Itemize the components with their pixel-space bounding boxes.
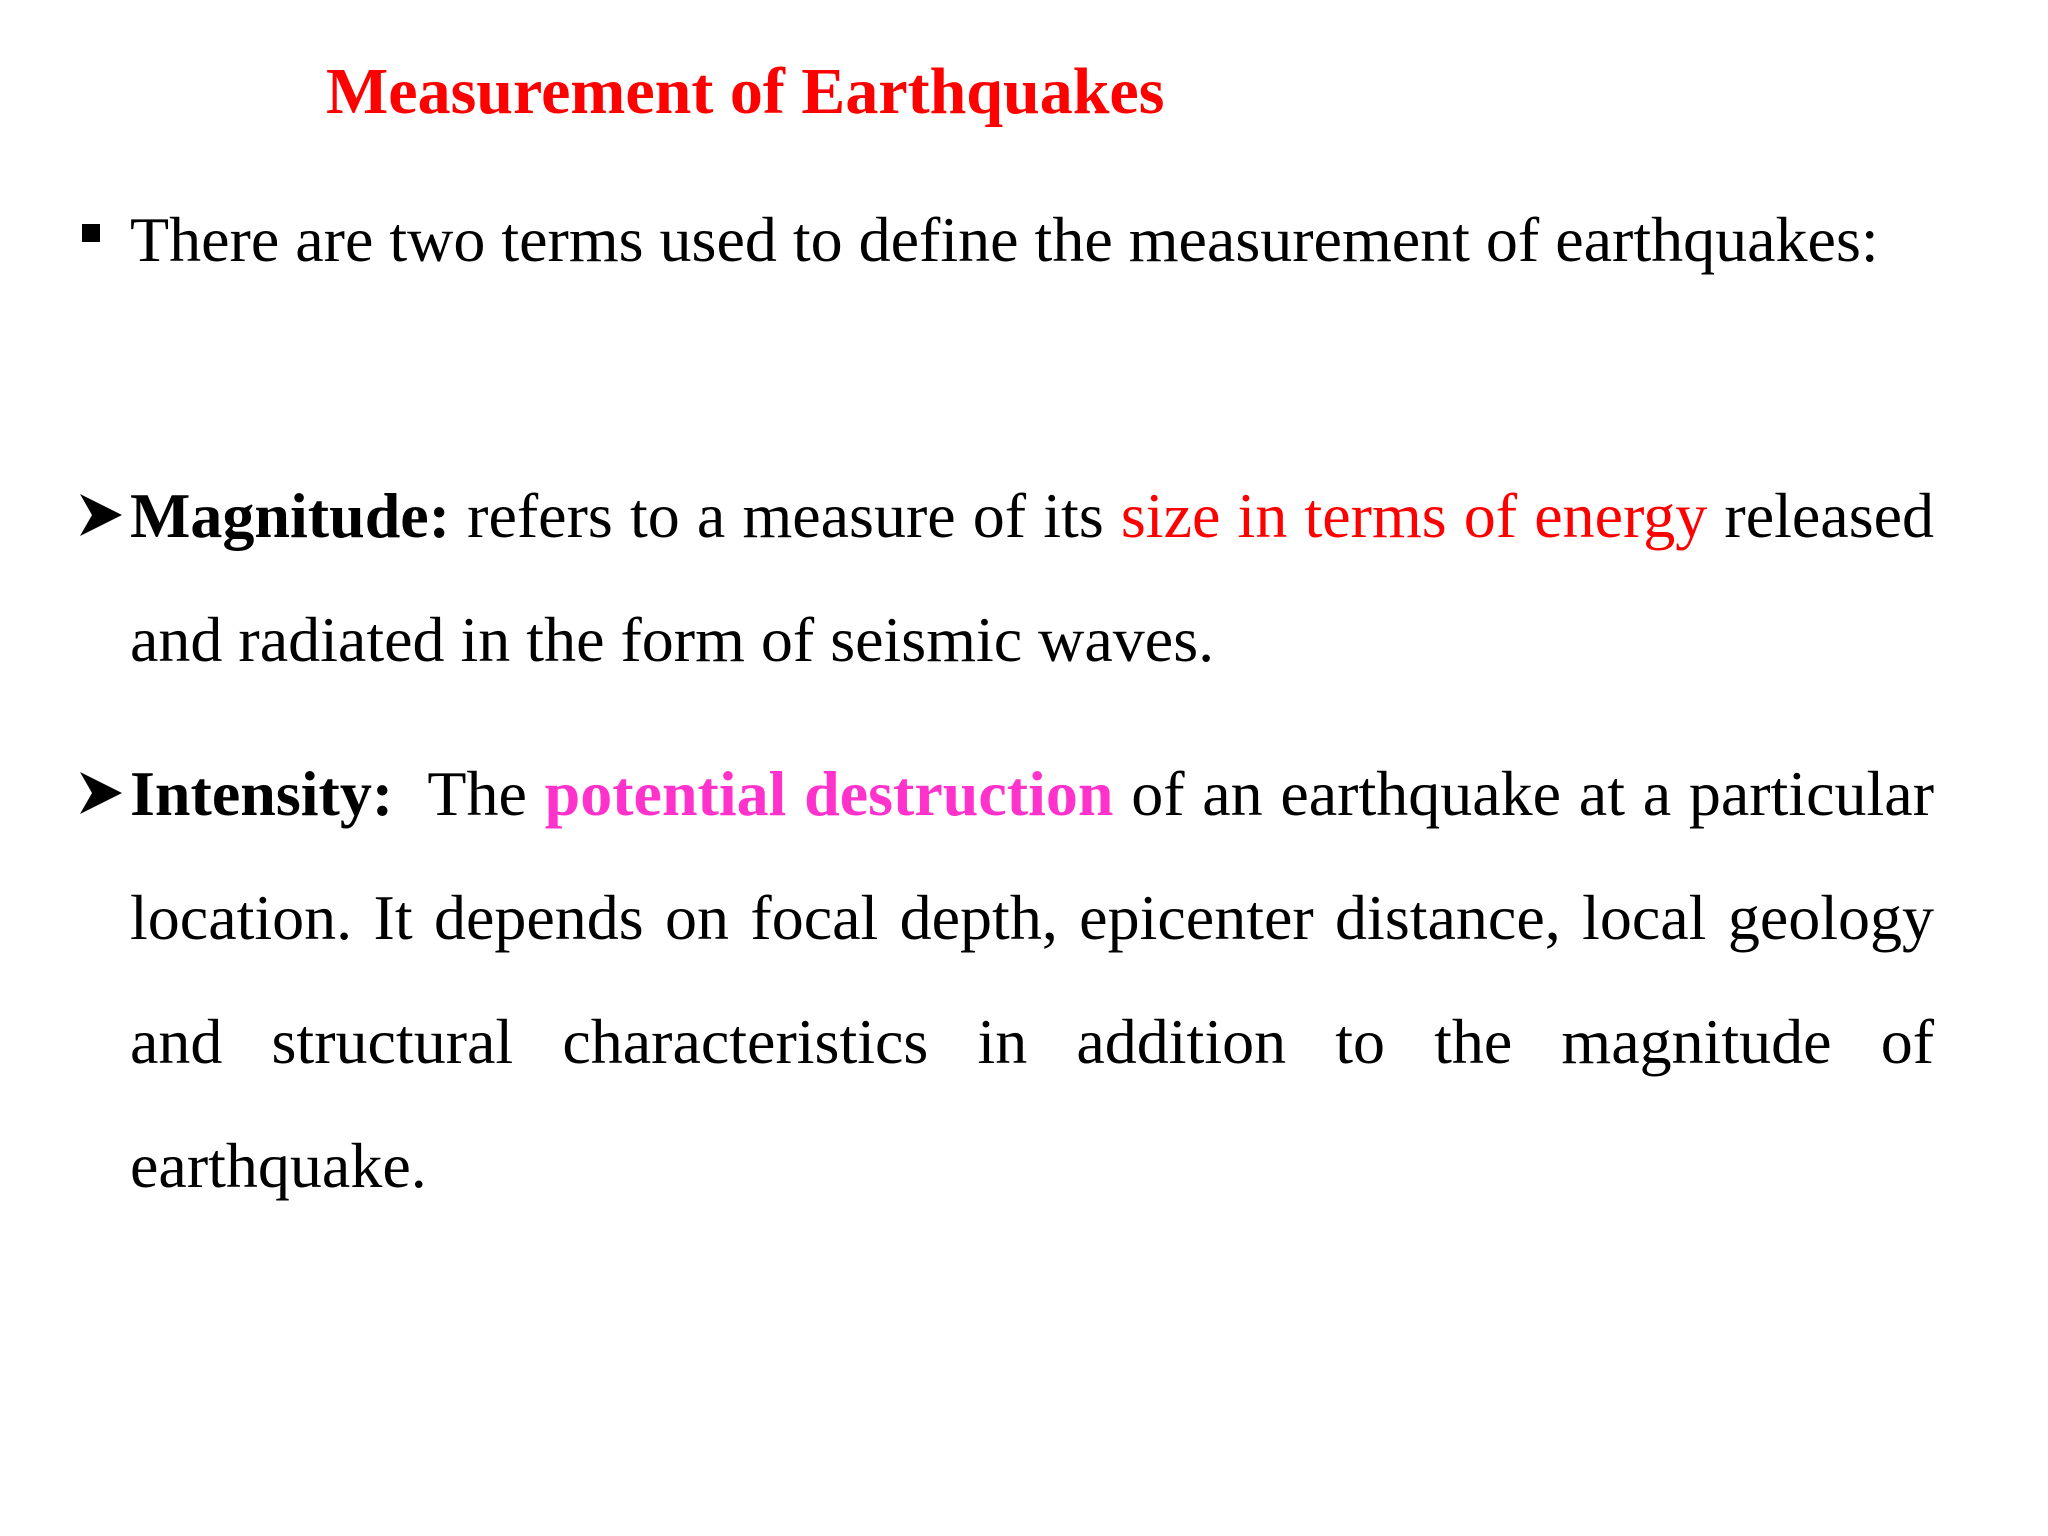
- term-intensity: Intensity:: [130, 758, 394, 829]
- magnitude-text-before: refers to a measure of its: [450, 480, 1121, 551]
- magnitude-highlight: size in terms of energy: [1120, 480, 1708, 551]
- bullet-item-definition: [130, 178, 1934, 302]
- square-bullet-icon: [82, 224, 100, 242]
- arrow-bullet-icon: [78, 732, 126, 856]
- slide-title: Measurement of Earthquakes: [326, 55, 1165, 128]
- term-magnitude: Magnitude:: [130, 480, 450, 551]
- magnitude-text-after: released and radiated in the form of seismic waves.: [130, 480, 1935, 675]
- bullet-text: There are two terms used to define the measurement of earthquakes:: [130, 204, 1879, 275]
- intensity-text-after: of an earthquake at a particular location. It depends on focal depth, epicenter distance, local geology and structural characteristics in addition to the magnitude of earthquake.: [130, 758, 1935, 1201]
- bullet-item-intensity: [130, 732, 1934, 1228]
- intensity-text-before: The: [393, 758, 545, 829]
- arrow-bullet-icon: [78, 454, 126, 578]
- intensity-highlight: potential destruction: [544, 758, 1114, 829]
- bullet-item-magnitude: [130, 454, 1934, 702]
